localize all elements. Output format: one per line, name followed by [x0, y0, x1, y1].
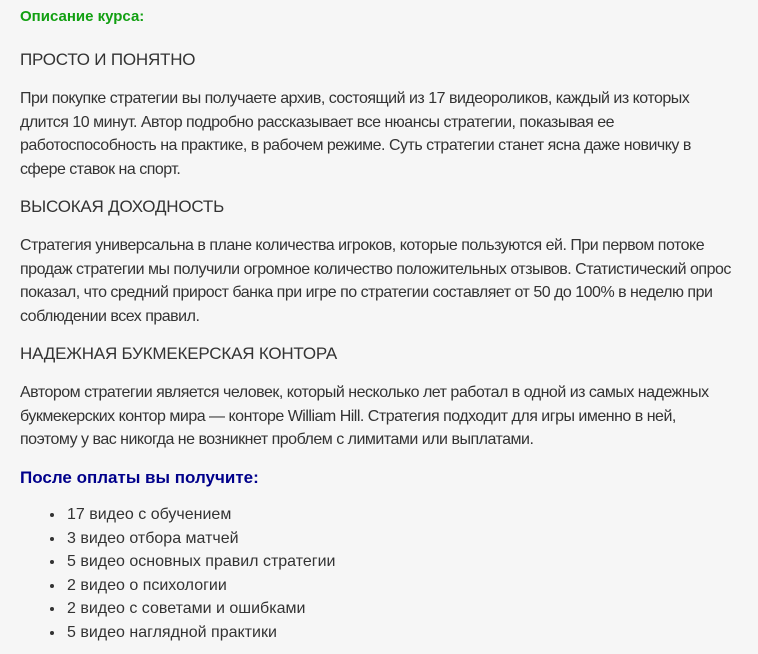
section-paragraph-simple-and-clear: При покупке стратегии вы получаете архив, состоящий из 17 видеороликов, каждый из которых длится 10 минут. Автор подробно рассказывает все нюансы стратегии, показывая ее работоспособность на практике, в рабочем режиме. Суть стратегии станет ясна даже новичку в сфере ставок на спорт. — [20, 90, 691, 178]
list-item-practice-videos: • 5 видео наглядной практики — [65, 621, 736, 645]
list-item-tips-mistakes-videos: • 2 видео с советами и ошибками — [65, 597, 736, 621]
section-title-reliable-bookmaker: НАДЕЖНАЯ БУКМЕКЕРСКАЯ КОНТОРА — [20, 344, 338, 363]
list-item-training-videos: • 17 видео с обучением — [65, 503, 736, 527]
list-item-strategy-rules-videos: • 5 видео основных правил стратегии — [65, 550, 736, 574]
after-payment-heading: После оплаты вы получите: — [20, 467, 259, 487]
section-title-high-profitability: ВЫСОКАЯ ДОХОДНОСТЬ — [20, 197, 225, 216]
section-paragraph-reliable-bookmaker: Автором стратегии является человек, который несколько лет работал в одной из самых надежных букмекерских контор мира — конторе William Hill. Стратегия подходит для игры именно в ней, поэтому у вас никогда не возникнет проблем с лимитами или выплатами. — [20, 384, 709, 448]
section-paragraph-high-profitability: Стратегия универсальна в плане количества игроков, которые пользуются ей. При первом потоке продаж стратегии мы получили огромное количество положительных отзывов. Статистический опрос показал, что средний прирост банка при игре по стратегии составляет от 50 до 100% в неделю при соблюдении всех правил. — [20, 237, 731, 325]
list-item-psychology-videos: • 2 видео о психологии — [65, 574, 736, 598]
after-payment-list — [20, 503, 736, 644]
list-item-match-selection-videos: • 3 видео отбора матчей — [65, 527, 736, 551]
course-description-heading: Описание курса: — [20, 8, 145, 25]
section-title-simple-and-clear: ПРОСТО И ПОНЯТНО — [20, 50, 196, 69]
